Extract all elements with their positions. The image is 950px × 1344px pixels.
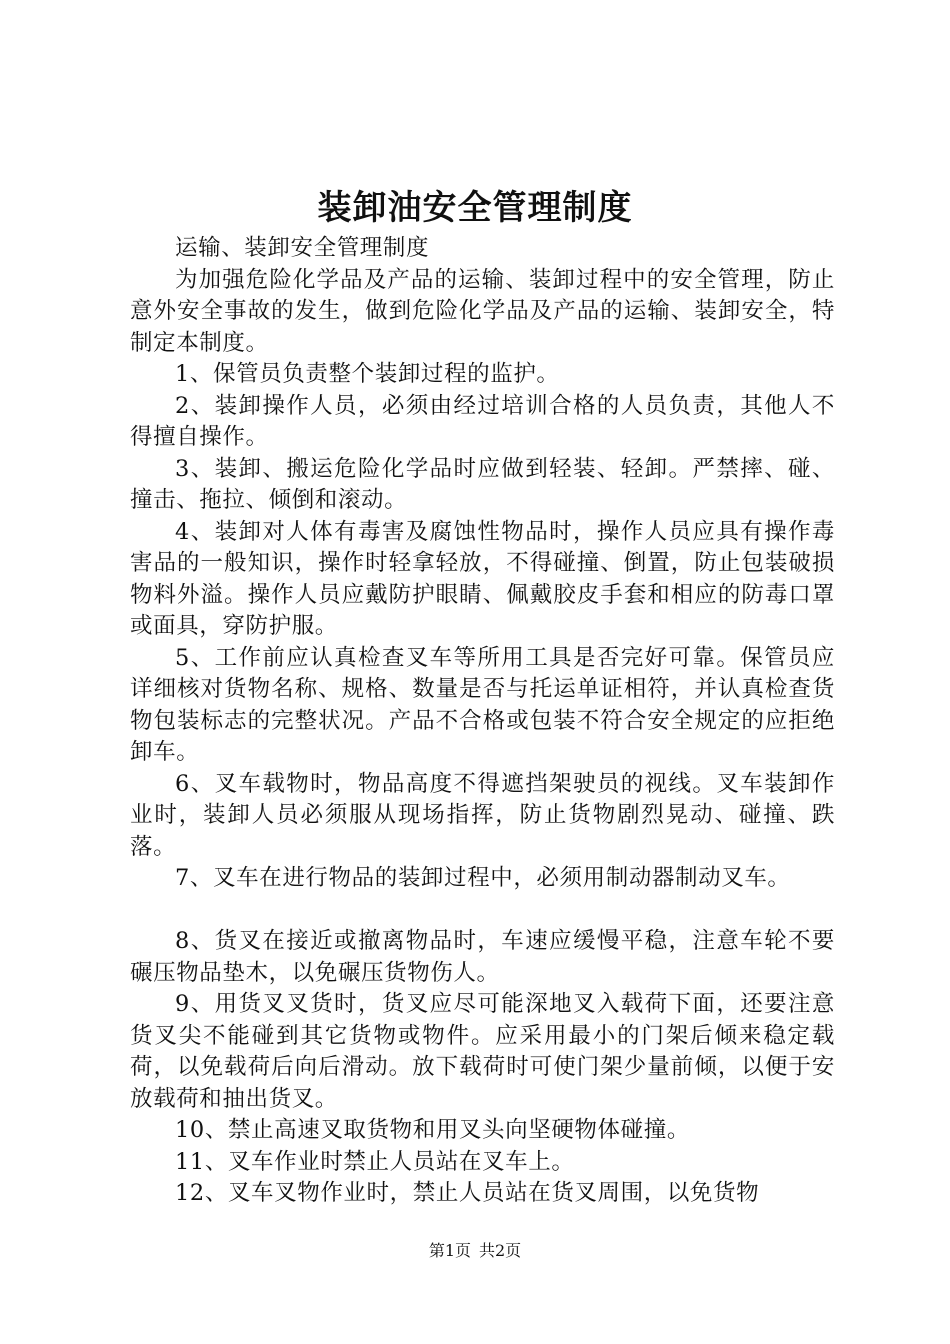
rule-item-3: 3、装卸、搬运危险化学品时应做到轻装、轻卸。严禁摔、碰、撞击、拖拉、倾倒和滚动。 — [130, 455, 835, 513]
rule-item-5: 5、工作前应认真检查叉车等所用工具是否完好可靠。保管员应详细核对货物名称、规格、数量是否与托运单证相符，并认真检查货物包装标志的完整状况。产品不合格或包装不符合安全规定的应拒绝卸车。 — [130, 644, 835, 765]
rule-item-6: 6、叉车载物时，物品高度不得遮挡架驶员的视线。叉车装卸作业时，装卸人员必须服从现场指挥，防止货物剧烈晃动、碰撞、跌落。 — [130, 770, 835, 860]
rule-item-1: 1、保管员负责整个装卸过程的监护。 — [175, 361, 560, 387]
rule-item-4: 4、装卸对人体有毒害及腐蚀性物品时，操作人员应具有操作毒害品的一般知识，操作时轻拿轻放，不得碰撞、倒置，防止包装破损物料外溢。操作人员应戴防护眼睛、佩戴胶皮手套和相应的防毒口罩或面具，穿防护服。 — [130, 518, 835, 639]
blank-line — [130, 895, 835, 927]
rule-item-10: 10、禁止高速叉取货物和用叉头向坚硬物体碰撞。 — [175, 1117, 690, 1143]
rule-item-11: 11、叉车作业时禁止人员站在叉车上。 — [175, 1148, 575, 1175]
page-total: 共2页 — [479, 1241, 522, 1260]
document-title: 装卸油安全管理制度 — [317, 188, 633, 228]
rule-item-8: 8、货叉在接近或撤离物品时，车速应缓慢平稳，注意车轮不要碾压物品垫木，以免碾压货物伤人。 — [130, 928, 835, 986]
rule-item-2: 2、装卸操作人员，必须由经过培训合格的人员负责，其他人不得擅自操作。 — [130, 392, 835, 450]
rule-item-9: 9、用货叉叉货时，货叉应尽可能深地叉入载荷下面，还要注意货叉尖不能碰到其它货物或物件。应采用最小的门架后倾来稳定载荷，以免载荷后向后滑动。放下载荷时可使门架少量前倾，以便于安放载荷和抽出货叉。 — [130, 991, 835, 1112]
rule-item-12: 12、叉车叉物作业时，禁止人员站在货叉周围，以免货物 — [175, 1180, 760, 1206]
intro-paragraph: 为加强危险化学品及产品的运输、装卸过程中的安全管理，防止意外安全事故的发生，做到危险化学品及产品的运输、装卸安全，特制定本制度。 — [130, 266, 835, 356]
section-heading: 运输、装卸安全管理制度 — [175, 235, 430, 261]
page-footer — [0, 1240, 950, 1262]
page-number: 第1页 — [428, 1241, 471, 1260]
rule-item-7: 7、叉车在进行物品的装卸过程中，必须用制动器制动叉车。 — [175, 865, 791, 891]
document-body — [130, 233, 835, 1210]
